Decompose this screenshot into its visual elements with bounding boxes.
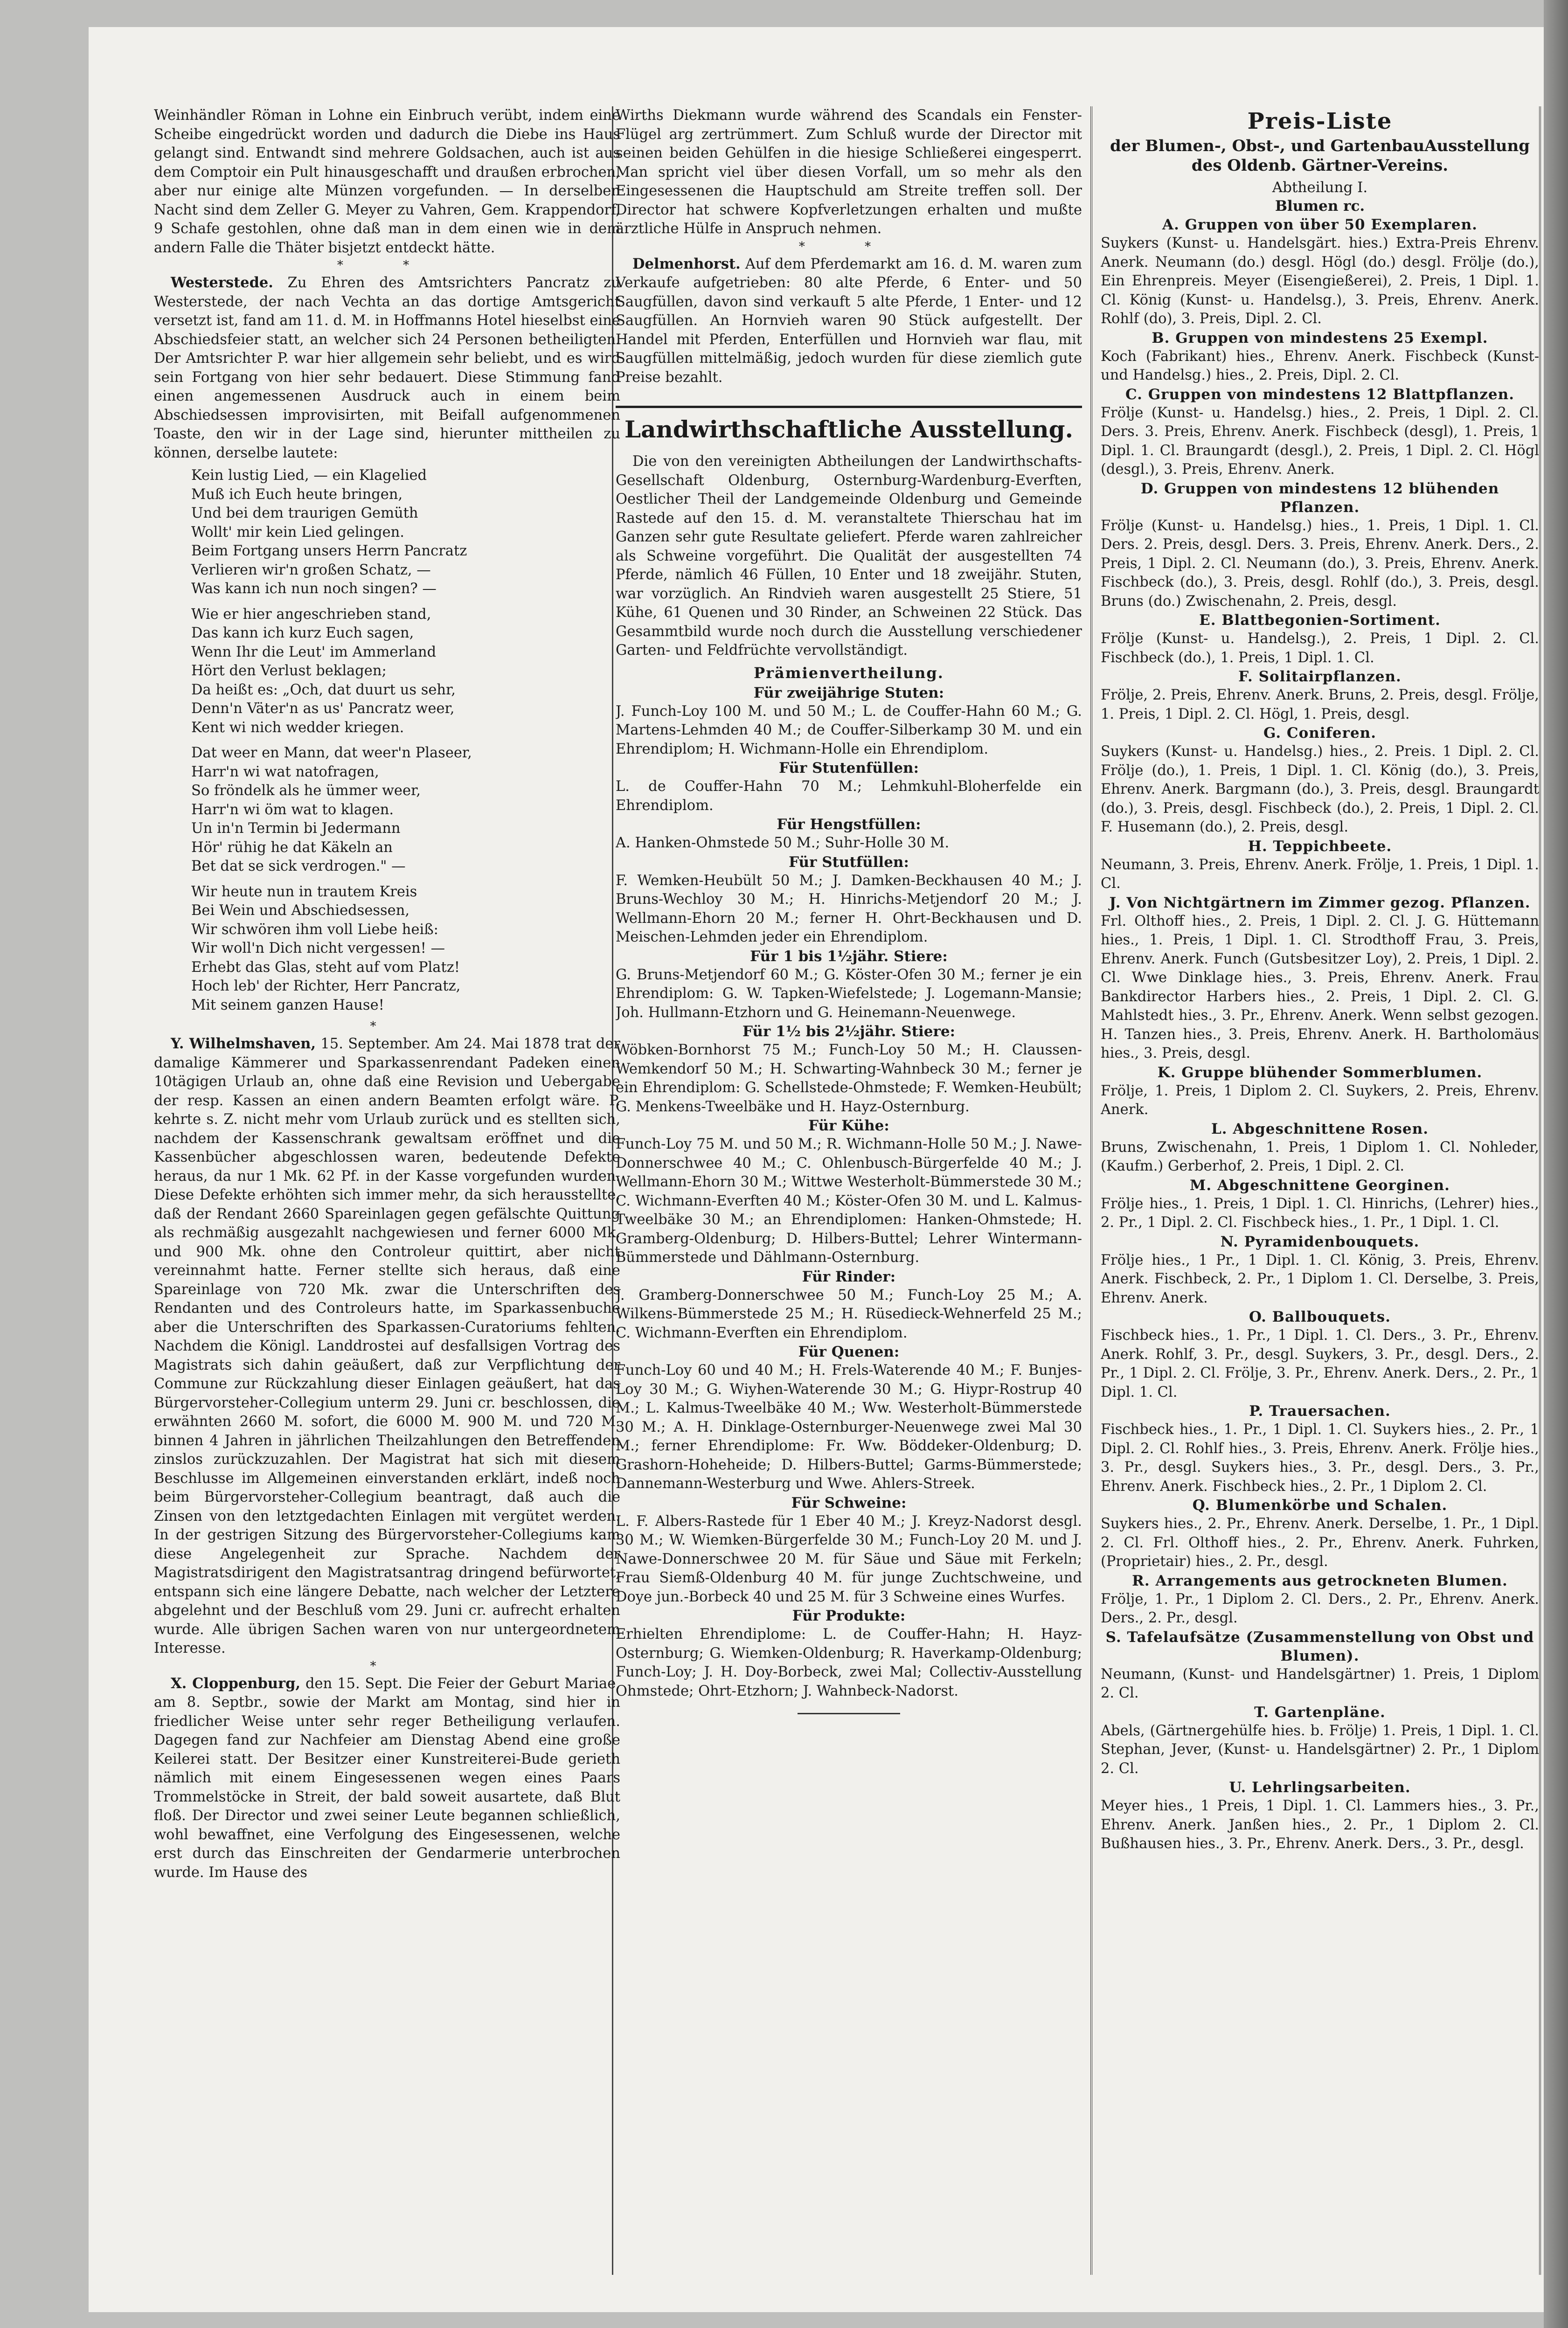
column-3-price-list — [1101, 106, 1539, 2280]
newspaper-page — [89, 27, 1544, 2312]
poem-line: Wir woll'n Dich nicht vergessen! — — [191, 940, 445, 956]
section-heading: D. Gruppen von mindestens 12 blühenden Pflanzen. — [1140, 480, 1499, 516]
poem-line: Bet dat se sick verdrogen." — — [191, 858, 406, 874]
section-text: Suykers (Kunst- u. Handelsg.) hies., 2. Preis. 1 Dipl. 2. Cl. Frölje (do.), 1. Preis, 1 Dipl. 1. Cl. König (do.), 3. Preis, Ehrenv. Anerk. Bargmann (do.), 3. Preis, desgl. Braungardt (do.), 3. Preis, desgl. Fischbeck (do.), 2. Preis, 1 Dipl. 2. Cl. F. Husemann (do.), 2. Preis, desgl. — [1101, 743, 1539, 835]
section-text: Neumann, (Kunst- und Handelsgärtner) 1. Preis, 1 Diplom 2. Cl. — [1101, 1666, 1539, 1701]
cloppenburg-continuation: Wirths Diekmann wurde während des Scandals ein Fenster-Flügel arg zertrümmert. Zum Schluß wurde der Director mit seinen beiden Gehülfen in die hiesige Schließerei eingesperrt. Man spricht viel über diesen Vorfall, um so mehr als den Eingesessenen die Hauptschuld am Streite treffen soll. Der Director hat schwere Kopfverletzungen erhalten und mußte ärztliche Hülfe in Anspruch nehmen. — [616, 107, 1082, 237]
poem-line: Bei Wein und Abschiedsessen, — [191, 902, 410, 919]
section-heading: A. Gruppen von über 50 Exemplaren. — [1162, 216, 1478, 233]
section-heading: C. Gruppen von mindestens 12 Blattpflanzen. — [1125, 386, 1514, 403]
poem-line: So fröndelk als he ümmer weer, — [191, 783, 421, 799]
separator-stars: * * — [798, 239, 899, 254]
section-heading: R. Arrangements aus getrockneten Blumen. — [1132, 1572, 1508, 1589]
poem-line: Harr'n wi öm wat to klagen. — [191, 801, 394, 818]
separator-star: * — [370, 1659, 404, 1673]
poem-line: Mit seinem ganzen Hause! — [191, 997, 384, 1013]
poem-line: Hoch leb' der Richter, Herr Pancratz, — [191, 978, 461, 994]
section-text: J. Funch-Loy 100 M. und 50 M.; L. de Couffer-Hahn 60 M.; G. Martens-Lehmden 40 M.; de Couffer-Silberkamp 30 M. und ein Ehrendiplom; H. Wichmann-Holle ein Ehrendiplom. — [616, 703, 1082, 757]
cloppenburg-dateline: X. Cloppenburg, — [171, 1675, 301, 1692]
section-heading: Für Rinder: — [802, 1268, 896, 1285]
section-text: J. Gramberg-Donnerschwee 50 M.; Funch-Loy 25 M.; A. Wilkens-Bümmerstede 25 M.; H. Rüsedieck-Wehnerfeld 25 M.; C. Wichmann-Everften ein Ehrendiplom. — [616, 1287, 1082, 1341]
section-text: Frölje hies., 1 Pr., 1 Dipl. 1. Cl. König, 3. Preis, Ehrenv. Anerk. Fischbeck, 2. Pr., 1 Diplom 1. Cl. Derselbe, 3. Preis, Ehrenv. Anerk. — [1101, 1252, 1539, 1306]
section-heading: F. Solitairpflanzen. — [1238, 668, 1401, 685]
poem-line: Kein lustig Lied, — ein Klagelied — [191, 467, 427, 484]
prize-sections — [616, 684, 1082, 1701]
section-text: A. Hanken-Ohmstede 50 M.; Suhr-Holle 30 M. — [616, 835, 950, 851]
section-text: F. Wemken-Heubült 50 M.; J. Damken-Beckhausen 40 M.; J. Bruns-Wechloy 30 M.; H. Hinrichs-Metjendorf 20 M.; J. Wellmann-Ehorn 20 M.; ferner H. Ohrt-Beckhausen und D. Meischen-Lehmden jeder ein Ehrendiplom. — [616, 872, 1082, 945]
poem-line: Beim Fortgang unsers Herrn Pancratz — [191, 543, 467, 559]
poem-line: Dat weer en Mann, dat weer'n Plaseer, — [191, 745, 472, 761]
poem-line: Hör' rühig he dat Käkeln an — [191, 839, 393, 856]
section-heading: Für Stutenfüllen: — [778, 760, 919, 776]
section-text: G. Bruns-Metjendorf 60 M.; G. Köster-Ofen 30 M.; ferner je ein Ehrendiplom: G. W. Tapken-Wiefelstede; J. Logemann-Mansie; Joh. Hullmann-Etzhorn und G. Heinemann-Neuenwege. — [616, 966, 1082, 1021]
exhibition-headline: Landwirthschaftliche Ausstellung. — [616, 406, 1082, 443]
westerstede-article — [154, 273, 620, 463]
section-heading: Für Schweine: — [791, 1494, 907, 1511]
section-text: Frölje, 1. Pr., 1 Diplom 2. Cl. Ders., 2. Pr., Ehrenv. Anerk. Ders., 2. Pr., desgl. — [1101, 1591, 1539, 1626]
section-text: Frölje (Kunst- u. Handelsg.) hies., 2. Preis, 1 Dipl. 2. Cl. Ders. 3. Preis, Ehrenv. Anerk. Fischbeck (desgl), 1. Preis, 1 Dipl. 1. Cl. Braungardt (desgl.), 2. Preis, 1 Dipl. 2. Cl. Högl (desgl.), 3. Preis, Ehrenv. Anerk. — [1101, 404, 1539, 478]
section-heading: L. Abgeschnittene Rosen. — [1211, 1120, 1429, 1137]
farewell-poem — [191, 466, 620, 1015]
division-heading: Abtheilung I. — [1272, 179, 1368, 196]
section-heading: G. Coniferen. — [1263, 725, 1377, 741]
section-heading: Für 1 bis 1½jähr. Stiere: — [750, 948, 948, 965]
section-heading: B. Gruppen von mindestens 25 Exempl. — [1152, 329, 1488, 346]
poem-line: Erhebt das Glas, steht auf vom Platz! — [191, 959, 460, 976]
section-text: Fischbeck hies., 1. Pr., 1 Dipl. 1. Cl. Suykers hies., 2. Pr., 1 Dipl. 2. Cl. Rohlf hies., 3. Preis, Ehrenv. Anerk. Frölje hies., 3. Pr., desgl. Suykers hies., 3. Pr., desgl. Ders., 3. Pr., Ehrenv. Anerk. Fischbeck hies., 2. Pr., 1 Diplom 2. Cl. — [1101, 1421, 1539, 1495]
wilhelmshaven-dateline: Y. Wilhelmshaven, — [171, 1035, 316, 1052]
poem-line: Da heißt es: „Och, dat duurt us sehr, — [191, 681, 456, 698]
column-1 — [154, 106, 620, 2280]
section-heading: Für zweijährige Stuten: — [753, 684, 944, 701]
cloppenburg-text: den 15. Sept. Die Feier der Geburt Mariae, am 8. Septbr., sowie der Markt am Montag, sind hier in friedlicher Weise unter sehr reger Betheiligung verlaufen. Dagegen fand zur Nachfeier am Dienstag Abend eine große Keilerei statt. Der Besitzer einer Kunstreiterei-Bude gerieth nämlich mit einem Eingesessenen wegen eines Paars Trommelstöcke in Streit, der bald soweit ausartete, daß Blut floß. Der Director und zwei seiner Leute begannen schließlich, wohl bewaffnet, eine Verfolgung des Eingesessenen, welche erst durch das Einschreiten der Gendarmerie unterbrochen wurde. Im Hause des — [154, 1675, 620, 1881]
section-text: Frölje (Kunst- u. Handelsg.) hies., 1. Preis, 1 Dipl. 1. Cl. Ders. 2. Preis, desgl. Ders. 3. Preis, Ehrenv. Anerk. Ders., 2. Preis, 1 Dipl. 2. Cl. Neumann (do.), 3. Preis, Ehrenv. Anerk. Fischbeck (do.), 3. Preis, desgl. Rohlf (do.), 3. Preis, desgl. Bruns (do.) Zwischenahn, 2. Preis, desgl. — [1101, 517, 1539, 610]
exhibition-intro: Die von den vereinigten Abtheilungen der Landwirthschafts-Gesellschaft Oldenburg, Osternburg-Wardenburg-Everften, Oestlicher Theil der Landgemeinde Oldenburg und Gemeinde Rastede auf den 15. d. M. veranstaltete Thierschau hat im Ganzen sehr gute Resultate geliefert. Pferde waren zahlreicher als Schweine vorgeführt. Die Qualität der ausgestellten 74 Pferde, nämlich 46 Füllen, 10 Enter und 18 zweijähr. Stuten, war vorzüglich. An Rindvieh waren ausgestellt 25 Stiere, 51 Kühe, 61 Quenen und 30 Rinder, an Schweinen 22 Stück. Das Gesammtbild wurde noch durch die Ausstellung verschiedener Garten- und Feldfrüchte vervollständigt. — [616, 453, 1082, 658]
section-heading: Für Stutfüllen: — [789, 853, 909, 871]
section-text: Fischbeck hies., 1. Pr., 1 Dipl. 1. Cl. Ders., 3. Pr., Ehrenv. Anerk. Rohlf, 3. Pr., desgl. Suykers, 3. Pr., desgl. Ders., 2. Pr., 1 Dipl. 2. Cl. Frölje, 3. Pr., Ehrenv. Anerk. Ders., 2. Pr., 1 Dipl. 1. Cl. — [1101, 1327, 1539, 1400]
price-list-title: Preis-Liste — [1247, 108, 1393, 134]
scan-border — [1544, 0, 1568, 2328]
section-text: Funch-Loy 60 und 40 M.; H. Frels-Waterende 40 M.; F. Bunjes-Loy 30 M.; G. Wiyhen-Waterende 30 M.; G. Hiypr-Rostrup 40 M.; L. Kalmus-Tweelbäke 40 M.; Ww. Westerholt-Bümmerstede 30 M.; A. H. Dinklage-Osternburger-Neuenwege zwei Mal 30 M.; ferner Ehrendiplome: Fr. Ww. Böddeker-Oldenburg; D. Grashorn-Hoheheide; D. Hilbers-Buttel; Garms-Bümmerstede; Dannemann-Westerburg und Wwe. Ahlers-Streek. — [616, 1362, 1082, 1492]
section-heading: U. Lehrlingsarbeiten. — [1229, 1779, 1411, 1796]
section-text: Neumann, 3. Preis, Ehrenv. Anerk. Frölje, 1. Preis, 1 Dipl. 1. Cl. — [1101, 856, 1539, 892]
delmenhorst-dateline: Delmenhorst. — [632, 255, 741, 272]
section-heading: Für Produkte: — [792, 1607, 906, 1624]
section-heading: Für Hengstfüllen: — [777, 816, 921, 833]
section-heading: E. Blattbegonien-Sortiment. — [1199, 612, 1441, 629]
section-text: Frölje, 2. Preis, Ehrenv. Anerk. Bruns, 2. Preis, desgl. Frölje, 1. Preis, 1 Dipl. 2. Cl. Högl, 1. Preis, desgl. — [1101, 687, 1539, 722]
westerstede-dateline: Westerstede. — [171, 274, 273, 291]
section-text: Frl. Olthoff hies., 2. Preis, 1 Dipl. 2. Cl. J. G. Hüttemann hies., 1. Preis, 1 Dipl. 1. Cl. Strodthoff Frau, 3. Preis, Ehrenv. Anerk. Funch (Gutsbesitzer Loy), 2. Preis, 1 Dipl. 2. Cl. Wwe Dinklage hies., 3. Preis, Ehrenv. Anerk. Frau Bankdirector Harbers hies., 2. Preis, 1 Dipl. 2. Cl. G. Mahlstedt hies., 3. Pr., Ehrenv. Anerk. Wenn selbst gezogen. H. Tanzen hies., 3. Preis, Ehrenv. Anerk. H. Bartholomäus hies., 3. Preis, desgl. — [1101, 913, 1539, 1061]
section-heading: O. Ballbouquets. — [1249, 1309, 1391, 1325]
section-text: Meyer hies., 1 Preis, 1 Dipl. 1. Cl. Lammers hies., 3. Pr., Ehrenv. Anerk. Janßen hies., 2. Pr., 1 Diplom 2. Cl. Bußhausen hies., 3. Pr., Ehrenv. Anerk. Ders., 3. Pr., desgl. — [1101, 1798, 1539, 1852]
section-text: Erhielten Ehrendiplome: L. de Couffer-Hahn; H. Hayz-Osternburg; G. Wiemken-Oldenburg; R. Haverkamp-Oldenburg; Funch-Loy; J. H. Doy-Borbeck, zwei Mal; Collectiv-Ausstellung Ohmstede; Ohrt-Etzhorn; J. Wahnbeck-Nadorst. — [616, 1626, 1082, 1699]
section-text: Frölje hies., 1. Preis, 1 Dipl. 1. Cl. Hinrichs, (Lehrer) hies., 2. Pr., 1 Dipl. 2. Cl. Fischbeck hies., 1. Pr., 1 Dipl. 1. Cl. — [1101, 1195, 1539, 1231]
lohne-article: Weinhändler Röman in Lohne ein Einbruch verübt, indem eine Scheibe eingedrückt worden und dadurch die Diebe ins Haus gelangt sind. Entwandt sind mehrere Goldsachen, auch ist aus dem Comptoir ein Pult hinausgeschafft und draußen erbrochen, aber nur einige alte Münzen vorgefunden. — In derselben Nacht sind dem Zeller G. Meyer zu Vahren, Gem. Krappendorf, 9 Schafe gestohlen, ohne daß man in dem einen wie in dem andern Falle die Thäter bisjetzt entdeckt hätte. — [154, 107, 620, 256]
section-text: Wöbken-Bornhorst 75 M.; Funch-Loy 50 M.; H. Claussen-Wemkendorf 50 M.; H. Schwarting-Wahnbeck 30 M.; ferner je ein Ehrendiplom: G. Schellstede-Ohmstede; F. Wemken-Heubült; G. Menkens-Tweelbäke und H. Hayz-Osternburg. — [616, 1042, 1082, 1115]
flowers-heading: Blumen rc. — [1275, 198, 1365, 215]
section-text: Frölje (Kunst- u. Handelsg.), 2. Preis, 1 Dipl. 2. Cl. Fischbeck (do.), 1. Preis, 1 Dipl. 1. Cl. — [1101, 630, 1539, 666]
poem-line: Wie er hier angeschrieben stand, — [191, 606, 431, 623]
poem-line: Wir heute nun in trautem Kreis — [191, 883, 417, 900]
price-list-frame-right — [1539, 106, 1541, 2275]
westerstede-text: Zu Ehren des Amtsrichters Pancratz zu Westerstede, der nach Vechta an das dortige Amtsgericht versetzt ist, fand am 11. d. M. in Hoffmanns Hotel hieselbst eine Abschiedsfeier statt, an welcher sich 24 Personen betheiligten. Der Amtsrichter P. war hier allgemein sehr beliebt, und es wird sein Fortgang von hier sehr bedauert. Diese Stimmung fand einen angemessenen Ausdruck auch in einem beim Abschiedsessen improvisirten, mit Beifall aufgenommenen Toaste, den wir in der Lage sind, hierunter mittheilen zu können, derselbe lautete: — [154, 275, 620, 461]
section-text: Koch (Fabrikant) hies., Ehrenv. Anerk. Fischbeck (Kunst- und Handelsg.) hies., 2. Preis, Dipl. 2. Cl. — [1101, 348, 1539, 383]
price-list-subtitle: der Blumen-, Obst-, und GartenbauAusstellung des Oldenb. Gärtner-Vereins. — [1110, 137, 1530, 175]
column-2 — [616, 106, 1082, 2280]
poem-line: Und bei dem traurigen Gemüth — [191, 505, 418, 521]
section-heading: J. Von Nichtgärtnern im Zimmer gezog. Pflanzen. — [1109, 894, 1531, 911]
poem-line: Wir schwören ihm voll Liebe heiß: — [191, 921, 438, 938]
stanza-break — [191, 876, 620, 883]
section-text: Funch-Loy 75 M. und 50 M.; R. Wichmann-Holle 50 M.; J. Nawe-Donnerschwee 40 M.; C. Ohlenbusch-Bürgerfelde 40 M.; J. Wellmann-Ehorn 30 M.; Wittwe Westerholt-Bümmerstede 30 M.; C. Wichmann-Everften 40 M.; Köster-Ofen 30 M. und L. Kalmus-Tweelbäke 30 M.; an Ehrendiplomen: Hanken-Ohmstede; H. Gramberg-Oldenburg; D. Hilbers-Buttel; Lehrer Wintermann-Bümmerstede und Dählmann-Osternburg. — [616, 1136, 1082, 1266]
stanza-break — [191, 599, 620, 605]
section-text: Frölje, 1. Preis, 1 Diplom 2. Cl. Suykers, 2. Preis, Ehrenv. Anerk. — [1101, 1082, 1539, 1118]
poem-line: Verlieren wir'n großen Schatz, — — [191, 561, 431, 578]
section-heading: M. Abgeschnittene Georginen. — [1190, 1177, 1450, 1194]
stanza-break — [191, 737, 620, 744]
section-text: Suykers (Kunst- u. Handelsgärt. hies.) Extra-Preis Ehrenv. Anerk. Neumann (do.) desgl. Högl (do.) desgl. Frölje (do.), Ein Ehrenpreis. Meyer (Eisengießerei), 2. Preis, 1 Dipl. 1. Cl. König (Kunst- u. Handelsg.), 3. Preis, Ehrenv. Anerk. Rohlf (do), 3. Preis, Dipl. 2. Cl. — [1101, 235, 1539, 327]
section-heading: Für Kühe: — [808, 1117, 889, 1134]
poem-line: Un in'n Termin bi Jedermann — [191, 820, 401, 837]
price-list-sections — [1101, 215, 1539, 1854]
delmenhorst-text: Auf dem Pferdemarkt am 16. d. M. waren zum Verkaufe aufgetrieben: 80 alte Pferde, 6 Enter- und 50 Saugfüllen, davon sind verkauft 5 alte Pferde, 1 Enter- und 12 Saugfüllen. An Hornvieh waren 90 Stück aufgestellt. Der Handel mit Pferden, Enterfüllen und Hornvieh war flau, mit Saugfüllen mittelmäßig, jedoch wurden für diese ziemlich gute Preise bezahlt. — [616, 256, 1082, 386]
prize-distribution-heading: Prämienvertheilung. — [754, 664, 944, 682]
section-heading: K. Gruppe blühender Sommerblumen. — [1157, 1064, 1483, 1081]
section-heading: H. Teppichbeete. — [1248, 838, 1392, 855]
section-text: Suykers hies., 2. Pr., Ehrenv. Anerk. Derselbe, 1. Pr., 1 Dipl. 2. Cl. Frl. Olthoff hies., 2. Pr., Ehrenv. Anerk. Fuhrken, (Proprietair) hies., 2. Pr., desgl. — [1101, 1516, 1539, 1570]
delmenhorst-article — [616, 255, 1082, 388]
price-list-frame-left — [1090, 106, 1092, 2275]
section-text: Abels, (Gärtnergehülfe hies. b. Frölje) 1. Preis, 1 Dipl. 1. Cl. Stephan, Jever, (Kunst- u. Handelsgärtner) 2. Pr., 1 Diplom 2. Cl. — [1101, 1722, 1539, 1777]
section-text: L. F. Albers-Rastede für 1 Eber 40 M.; J. Kreyz-Nadorst desgl. 30 M.; W. Wiemken-Bürgerfelde 30 M.; Funch-Loy 20 M. und J. Nawe-Donnerschwee 20 M. für Säue und Säue mit Ferkeln; Frau Siemß-Oldenburg 40 M. für junge Zuchtschweine, und Doye jun.-Borbeck 40 und 25 M. für 3 Schweine eines Wurfes. — [616, 1513, 1082, 1605]
poem-line: Das kann ich kurz Euch sagen, — [191, 625, 414, 641]
poem-line: Muß ich Euch heute bringen, — [191, 486, 403, 503]
end-rule — [798, 1713, 900, 1714]
cloppenburg-article — [154, 1674, 620, 1883]
section-heading: Für 1½ bis 2½jähr. Stiere: — [742, 1023, 956, 1040]
section-heading: Für Quenen: — [798, 1344, 900, 1360]
poem-line: Kent wi nich wedder kriegen. — [191, 719, 404, 736]
separator-stars: * * — [337, 258, 437, 272]
section-heading: N. Pyramidenbouquets. — [1220, 1233, 1420, 1250]
poem-line: Harr'n wi wat natofragen, — [191, 763, 379, 780]
poem-line: Was kann ich nun noch singen? — — [191, 581, 437, 597]
section-heading: Q. Blumenkörbe und Schalen. — [1192, 1497, 1448, 1514]
poem-line: Denn'n Väter'n as us' Pancratz weer, — [191, 700, 455, 717]
poem-line: Hört den Verlust beklagen; — [191, 663, 387, 679]
poem-line: Wollt' mir kein Lied gelingen. — [191, 524, 404, 540]
wilhelmshaven-text: 15. September. Am 24. Mai 1878 trat der damalige Kämmerer und Sparkassenrendant Padeken einen 10tägigen Urlaub an, ohne daß eine Revision und Uebergabe der resp. Kassen an einen andern Beamten erfolgt wäre. P. kehrte s. Z. nicht mehr vom Urlaub zurück und es stellten sich, nachdem der Kassenschrank gewaltsam eröffnet und die Kassenbücher abgeschlossen waren, bedeutende Defekte heraus, da nur 1 Mk. 62 Pf. in der Kasse vorgefunden wurden. Diese Defekte erhöhten sich immer mehr, da sich herausstellte, daß der Rendant 2660 Spareinlagen gegen gefälschte Quittung als rechmäßig ausgezahlt nachgewiesen und ferner 6000 Mk. und 900 Mk. ohne den Controleur quittirt, aber nicht vereinnahmt hatte. Ferner stellte sich heraus, daß eine Spareinlage von 720 Mk. zwar die Unterschriften des Rendanten und des Controleurs hatte, im Sparkassenbuche aber die Unterschriften des Sparkassen-Curatoriums fehlten. Nachdem die Königl. Landdrostei auf desfallsigen Vortrag des Magistrats sich dahin geäußert, daß zur Verpflichtung der Commune zur Rückzahlung dieser Einlagen geäußert, hat das Bürgervorsteher-Collegium unterm 29. Juni cr. beschlossen, die erwähnten 2660 M. sofort, die 6000 M. 900 M. und 720 M. binnen 4 Jahren in jährlichen Theilzahlungen den Betreffenden zinslos zurückzuzahlen. Der Magistrat hat sich mit diesem Beschlusse im Allgemeinen einverstanden erklärt, indeß noch beim Bürgervorsteher-Collegium beantragt, daß auch die Zinsen von den letztgedachten Einlagen mit vergütet werden. In der gestrigen Sitzung des Bürgervorsteher-Collegiums kam diese Angelegenheit zur Sprache. Nachdem der Magistratsdirigent den Magistratsantrag dringend befürwortet, entspann sich eine längere Debatte, nach welcher der Letztere abgelehnt und der Beschluß vom 29. Juni cr. aufrecht erhalten wurde. Alle übrigen Sachen waren von nur untergeordnetem Interesse. — [154, 1036, 620, 1656]
section-text: Bruns, Zwischenahn, 1. Preis, 1 Diplom 1. Cl. Nohleder, (Kaufm.) Gerberhof, 2. Preis, 1 Dipl. 2. Cl. — [1101, 1139, 1539, 1174]
section-heading: P. Trauersachen. — [1249, 1403, 1391, 1420]
section-heading: S. Tafelaufsätze (Zusammenstellung von Obst und Blumen). — [1105, 1628, 1534, 1664]
section-text: L. de Couffer-Hahn 70 M.; Lehmkuhl-Bloherfelde ein Ehrendiplom. — [616, 778, 1082, 814]
separator-star: * — [370, 1019, 404, 1033]
wilhelmshaven-article — [154, 1034, 620, 1658]
section-heading: T. Gartenpläne. — [1254, 1704, 1386, 1721]
poem-line: Wenn Ihr die Leut' im Ammerland — [191, 644, 437, 660]
